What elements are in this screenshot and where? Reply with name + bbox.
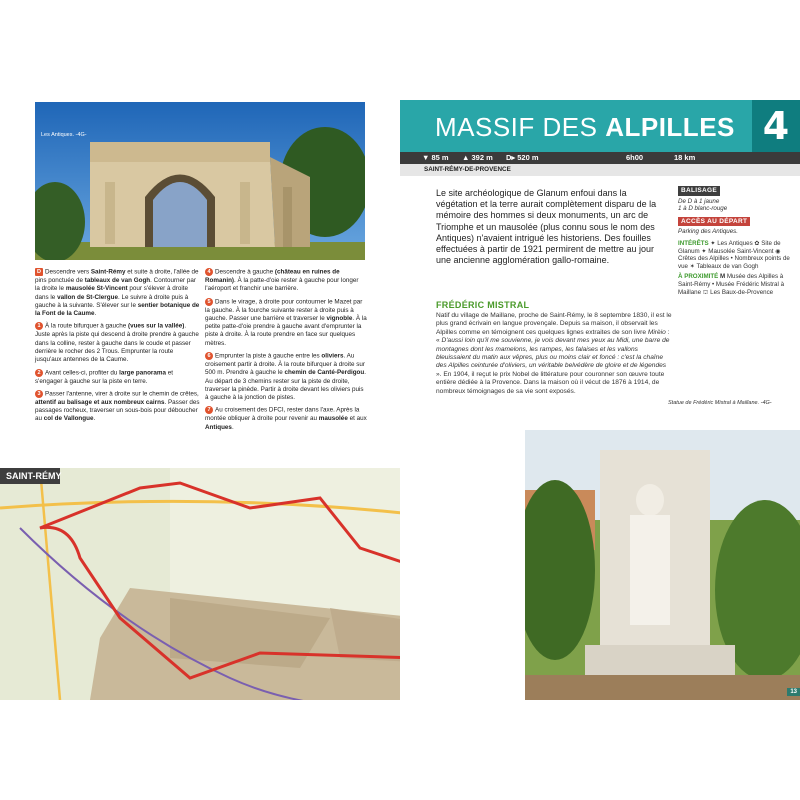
step-marker: 3 xyxy=(35,390,43,398)
interets-text: INTÉRÊTS ✦ Les Antiques ✿ Site de Glanum ✦ Mausolée Saint-Vincent ◉ Crêtes des Alpilles • Nombreux points de vue ✶ Tableaux de van Gogh xyxy=(678,239,790,270)
location-label: SAINT-RÉMY-DE-PROVENCE xyxy=(424,166,511,173)
step-text: Dans le virage, à droite pour contourner le Mazet par la gauche. À la fourche suivante rester à droite puis à gauche. Passer une barrière et traverser le vignoble. À la petite patte-d'oie prendre à gauche avant d'emprunter la piste à droite. À la route prendre en face sur quelques mètres. xyxy=(205,298,367,347)
map-town-label: SAINT-RÉMY xyxy=(6,471,62,481)
route-number-badge: 4 xyxy=(752,100,800,152)
stat-length: 18 km xyxy=(674,153,696,162)
info-sidebar xyxy=(678,186,790,296)
triumphal-arch-image xyxy=(35,102,365,260)
mistral-statue-image xyxy=(525,430,800,700)
step-text: Descendre à gauche (château en ruines de Romanin). À la patte-d'oie rester à gauche pour longer l'aéroport et franchir une barrière. xyxy=(205,268,359,293)
step-text: Avant celles-ci, profiter du large panorama et s'engager à gauche sur la piste en terre. xyxy=(35,369,174,385)
steps-column-right xyxy=(205,268,367,436)
steps-column-left xyxy=(35,268,200,428)
step-text: Emprunter la piste à gauche entre les oliviers. Au croisement partir à droite. À la route bifurquer à droite sur 500 m. Prendre à gauche le chemin de Canté-Perdigou. Au départ de 3 chemins rester sur la piste de droite, traverser la pinède. Partir à droite devant les oliviers puis à gauche à la jonction de pistes. xyxy=(205,352,366,402)
stats-band xyxy=(400,152,800,164)
step-d xyxy=(35,268,200,318)
section-heading-mistral: FRÉDÉRIC MISTRAL xyxy=(436,300,530,310)
page-number-right: 13 xyxy=(787,688,800,696)
step-marker: 1 xyxy=(35,322,43,330)
intro-paragraph: Le site archéologique de Glanum enfoui dans la végétation et la terre aurait complètement disparu de la mémoire des hommes si deux monuments, un arc de Triomphe et un mausolée (plus connu sous le nom des Antiques) n'avaient intrigué les historiens. Des fouilles effectuées à partir de 1921 permirent de mettre au jour une ancienne agglomération gallo-romaine. xyxy=(436,188,657,266)
step-marker: 4 xyxy=(205,268,213,276)
location-band xyxy=(400,164,800,176)
title-band xyxy=(400,100,800,152)
stat-altitude: ▲ 392 m xyxy=(462,153,493,162)
step-4 xyxy=(205,268,367,294)
right-page xyxy=(400,100,800,700)
step-text: Passer l'antenne, virer à droite sur le chemin de crêtes, attentif au balisage et aux nombreux cairns. Passer des passages rocheux, traverser un sous-bois pour déboucher au col de Vallongue. xyxy=(35,390,200,423)
stat-descent: ▼ 85 m xyxy=(422,153,449,162)
step-5 xyxy=(205,298,367,348)
acces-heading: ACCÈS AU DÉPART xyxy=(678,217,750,227)
stat-duration: 6h00 xyxy=(626,153,644,162)
step-text: Descendre vers Saint-Rémy et suite à droite, l'allée de pins ponctuée de tableaux de van Gogh. Contourner par la droite le mausolée St-Vincent pour s'élever à droite dans le vallon de St-Clergue. Le suivre à droite puis à gauche à la suivante. S'élever sur le sentier botanique de la Font de la Caume. xyxy=(35,268,200,318)
step-1 xyxy=(35,322,200,364)
step-text: Au croisement des DFCI, rester dans l'axe. Après la montée obliquer à droite pour revenir au mausolée et aux Antiques. xyxy=(205,407,367,431)
photo-caption: Les Antiques. -4G- xyxy=(41,132,87,138)
step-marker: 7 xyxy=(205,406,213,414)
statue-photo xyxy=(525,430,800,700)
mistral-paragraph: Natif du village de Maillane, proche de Saint-Rémy, le 8 septembre 1830, il est le plus grand écrivain en langue provençale. Depuis sa maison, il observait les Alpilles comme en témoignent ces quelques lignes extraites de son livre Mirèio : « D'aussi loin qu'il me souvienne, je vois devant mes yeux au Midi, une barre de montagnes dont les mamelons, les rampes, les falaises et les vallons bleuissaient du matin aux vêpres, plus ou moins clair et foncé : c'est la chaîne des Alpilles ceinturée d'oliviers, un véritable belvédère de gloire et de légendes ». En 1904, il reçut le prix Nobel de littérature pour couronner son œuvre toute entière dédiée à la Provence. Dans la maison où il vécut de 1876 à 1914, de nombreux témoignages de sa vie sont exposés. xyxy=(436,312,672,395)
title-regular: MASSIF DES xyxy=(435,112,606,142)
statue-caption: Statue de Frédéric Mistral à Maillane. -4G- xyxy=(668,400,772,406)
route-title xyxy=(435,112,735,143)
title-bold: ALPILLES xyxy=(605,112,735,142)
stat-distance-marker: D▸ 520 m xyxy=(506,153,539,162)
step-text: À la route bifurquer à gauche (vues sur la vallée). Juste après la piste qui descend à droite prendre à gauche dans la colline, rester à gauche dans le coude et passer derrière le rocher des 2 Trous. Emprunter la route jusqu'aux antennes de la Caume. xyxy=(35,323,199,364)
step-3 xyxy=(35,390,200,424)
balisage-heading: BALISAGE xyxy=(678,186,720,196)
step-2 xyxy=(35,369,200,386)
step-6 xyxy=(205,352,367,402)
step-marker: 5 xyxy=(205,298,213,306)
step-marker: 6 xyxy=(205,352,213,360)
balisage-text: De D à 1 jaune 1 à D blanc-rouge xyxy=(678,197,728,213)
acces-text: Parking des Antiques. xyxy=(678,228,738,236)
step-marker: D xyxy=(35,268,43,276)
step-7 xyxy=(205,406,367,432)
proximite-text: À PROXIMITÉ M Musée des Alpilles à Saint-Rémy • Musée Frédéric Mistral à Maillane ⛫ Les Baux-de-Provence xyxy=(678,273,785,296)
arch-photo xyxy=(35,102,365,260)
step-marker: 2 xyxy=(35,369,43,377)
